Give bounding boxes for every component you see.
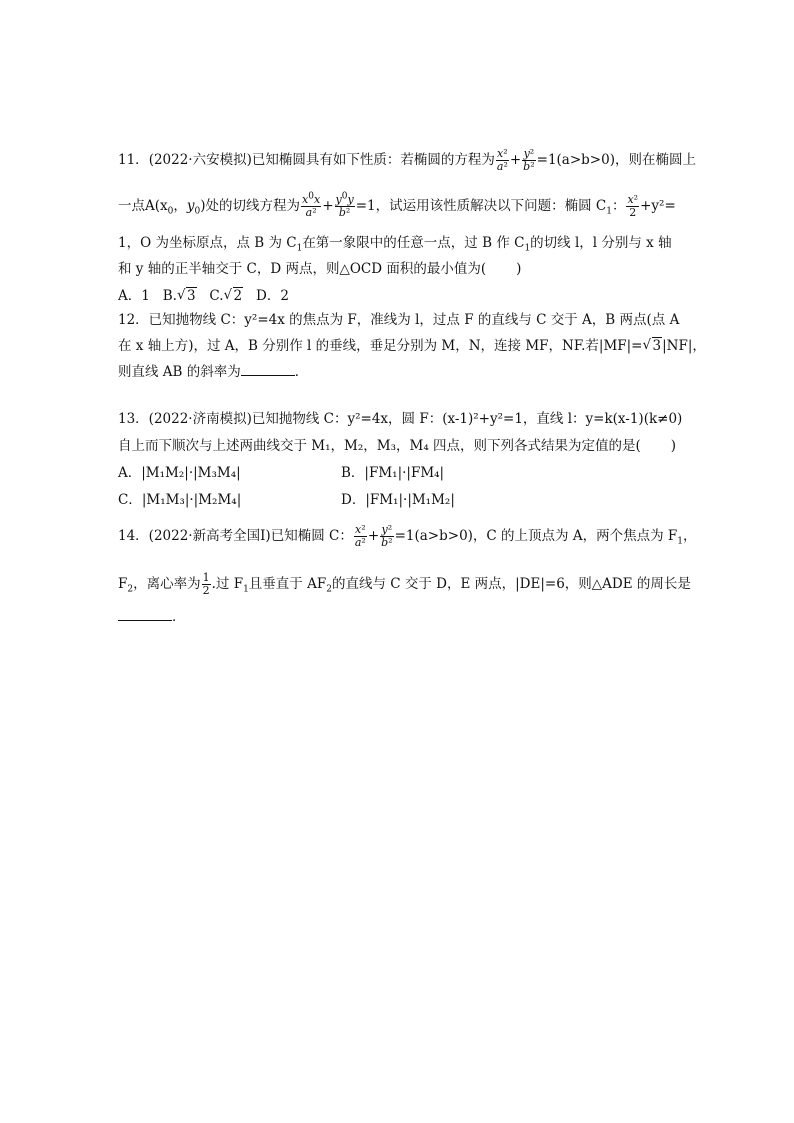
q14-line-1: 14．(2022·新高考全国Ⅰ)已知椭圆 C： $\frac{\text{x²}}{\text{a²}}$ + $\frac{\text{y²}}{\text{b²}}$ =1(a>b>0)，C 的上顶点为 A，两个焦点为 $F_1$， — [118, 523, 697, 549]
q13-option-c[interactable]: C．|M₁M₃|·|M₂M₄| — [118, 492, 242, 508]
q12-line-1: 12．已知抛物线 C：y²=4x 的焦点为 F，准线为 l，过点 F 的直线与 C 交于 A，B 两点(点 A — [118, 312, 680, 328]
fraction: $\frac{x^0x}{\text{a²}}$ — [302, 191, 321, 219]
q11-options — [118, 285, 289, 307]
fraction: $\frac{\text{x²}}{\text{a²}}$ — [496, 147, 508, 173]
q11-option-d[interactable]: D．2 — [256, 288, 289, 304]
question-13 — [118, 408, 683, 508]
q13-line-2: 自上而下顺次与上述两曲线交于 M₁，M₂，M₃，M₄ 四点，则下列各式结果为定值的是( ) — [118, 438, 677, 454]
q12-line-2: 在 x 轴上方)，过 A，B 分别作 l 的垂线，垂足分别为 M，N，连接 MF，NF.若|MF|=√ 3|NF|， — [118, 335, 706, 357]
fraction: $\frac{\text{x²}}{\text{a²}}$ — [354, 523, 366, 549]
fraction: $\frac{\text{y²}}{\text{b²}}$ — [381, 523, 393, 549]
fraction: $\frac{\text{y²}}{\text{b²}}$ — [523, 147, 535, 173]
q11-option-a[interactable]: A．1 — [118, 288, 150, 304]
fraction: $\frac{\text{x²}}{2}$ — [627, 193, 639, 219]
q11-line-1: 11．(2022·六安模拟)已知椭圆具有如下性质：若椭圆的方程为 $\frac{\text{x²}}{\text{a²}}$ + $\frac{\text{y²}}{\text{b²}}$ =1(a>b>0)，则在椭圆上 — [118, 147, 696, 173]
question-14 — [118, 523, 697, 634]
q13-option-d[interactable]: D．|FM₁|·|M₁M₂| — [341, 492, 455, 508]
q12-line-3: 则直线 AB 的斜率为 ． — [118, 364, 309, 380]
q11-line-4: 和 y 轴的正半轴交于 C，D 两点，则△OCD 面积的最小值为( ) — [118, 261, 522, 277]
fraction: $\frac{y^0y}{\text{b²}}$ — [335, 191, 354, 219]
q13-option-b[interactable]: B．|FM₁|·|FM₄| — [341, 465, 445, 481]
fraction: $\frac{1}{2}$ — [202, 571, 210, 597]
q14-line-2: $F_2$，离心率为 $\frac{1}{2}$ .过 $F_1$且垂直于 $AF_2$的直线与 C 交于 D，E 两点，|DE|=6，则△ADE 的周长是 — [118, 571, 691, 597]
answer-blank[interactable] — [118, 607, 172, 621]
q11-option-b[interactable]: B.√ 3 — [163, 288, 197, 304]
question-11 — [118, 147, 696, 308]
q13-option-a[interactable]: A．|M₁M₂|·|M₃M₄| — [118, 465, 241, 481]
q11-line-2: 一点$A(x_0$，$y_0$)处的切线方程为 $\frac{x^0x}{\text{a²}}$ + $\frac{y^0y}{\text{b²}}$ =1，试运用该性质解决以下问题：椭圆 $C_1$： $\frac{\text{x²}}{2}$ +y²= — [118, 191, 676, 219]
q13-line-1: 13．(2022·济南模拟)已知抛物线 C：y²=4x，圆 F：(x-1)²+y²=1，直线 l：y=k(x-1)(k≠0) — [118, 411, 683, 427]
answer-blank[interactable] — [241, 362, 295, 376]
q14-line-3: ． — [118, 606, 186, 628]
q11-option-c[interactable]: C.√ 2 — [209, 288, 243, 304]
question-12 — [118, 309, 706, 389]
q11-line-3: 1，O 为坐标原点，点 B 为 $C_1$在第一象限中的任意一点，过 B 作 $C_1$的切线 l，l 分别与 x 轴 — [118, 235, 672, 254]
